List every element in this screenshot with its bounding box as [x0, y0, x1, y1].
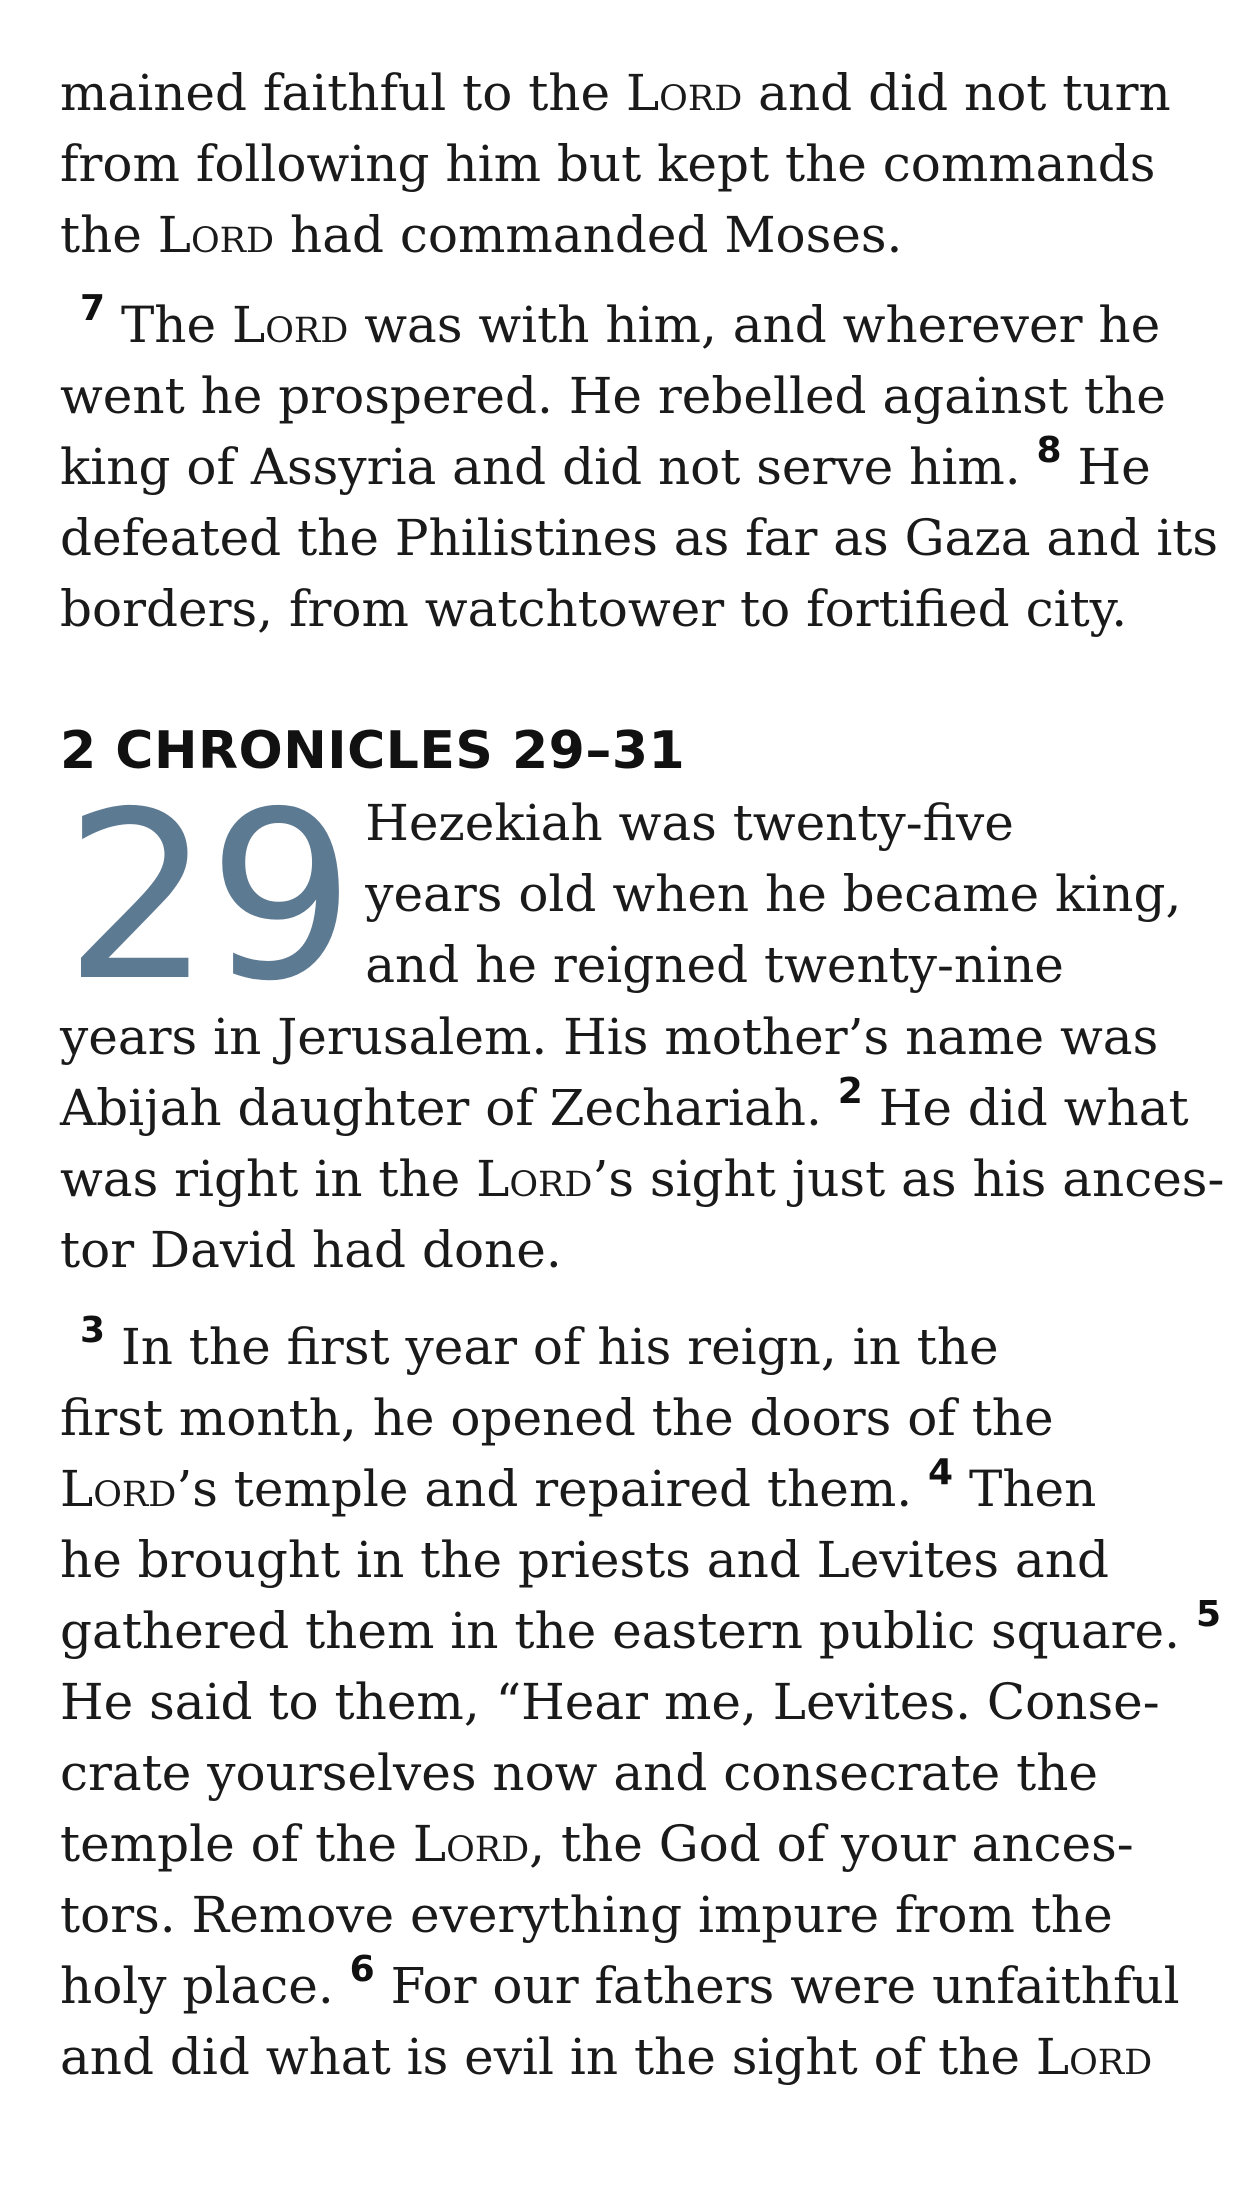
divine-name: Lord [412, 1815, 530, 1873]
text-line: mained faithful to the Lord and did not turn [60, 64, 1171, 122]
verse-number[interactable]: 4 [928, 1452, 954, 1493]
divine-name: Lord [476, 1150, 593, 1208]
paragraph-verse-7 [60, 288, 1219, 645]
divine-name: Lord [625, 64, 743, 122]
text-line: borders, from watchtower to fortified city. [60, 580, 1128, 638]
text-line: He said to them, “Hear me, Levites. Conse- [60, 1673, 1160, 1731]
text-line: years old when he became king, [365, 865, 1182, 923]
text-line: first month, he opened the doors of the [60, 1389, 1054, 1447]
text-line: tor David had done. [60, 1221, 562, 1279]
text-line: went he prospered. He rebelled against the [60, 367, 1166, 425]
text-line: defeated the Philistines as far as Gaza and its [60, 509, 1219, 567]
text-line: and did what is evil in the sight of the Lord [60, 2028, 1153, 2086]
paragraph-verse-6-continued [60, 58, 1190, 271]
divine-name: Lord [60, 1460, 177, 1518]
text-line: he brought in the priests and Levites and [60, 1531, 1109, 1589]
text-line: and he reigned twenty-nine [365, 936, 1064, 994]
verse-number[interactable]: 3 [80, 1310, 106, 1351]
paragraph-verse-3 [60, 1310, 1221, 2093]
chapter-number-dropcap: 29 [64, 762, 352, 1032]
verse-number[interactable]: 5 [1195, 1594, 1221, 1635]
text-line: $^7$ The Lord was with him, and wherever he [80, 288, 1161, 354]
divine-name: Lord [1035, 2028, 1153, 2086]
text-line: king of Assyria and did not serve him. $^8$ He [60, 430, 1151, 496]
text-line: temple of the Lord, the God of your ances- [60, 1815, 1134, 1873]
text-line: years in Jerusalem. His mother’s name was [60, 1008, 1159, 1066]
divine-name: Lord [232, 296, 349, 354]
text-line: Abijah daughter of Zechariah. $^2$ He did what [60, 1071, 1189, 1137]
text-line: tors. Remove everything impure from the [60, 1886, 1113, 1944]
text-line: was right in the Lord’s sight just as his ances- [60, 1150, 1225, 1208]
text-line: holy place. $^6$ For our fathers were unfaithful [60, 1949, 1180, 2015]
text-line: crate yourselves now and consecrate the [60, 1744, 1099, 1802]
text-line: the Lord had commanded Moses. [60, 206, 903, 264]
divine-name: Lord [157, 206, 275, 264]
chapter-29-opening [60, 762, 1225, 1286]
text-line: $^3$ In the first year of his reign, in the [80, 1310, 999, 1376]
verse-number[interactable]: 7 [80, 288, 106, 329]
text-line: gathered them in the eastern public square. $^5$ [60, 1594, 1221, 1660]
verse-number[interactable]: 8 [1036, 430, 1062, 471]
text-line: from following him but kept the commands [60, 135, 1156, 193]
text-line: Lord’s temple and repaired them. $^4$ Then [60, 1452, 1097, 1518]
verse-number[interactable]: 6 [349, 1949, 375, 1990]
verse-number[interactable]: 2 [837, 1071, 863, 1112]
text-line: Hezekiah was twenty-five [365, 794, 1014, 852]
reading-section-heading: 2 CHRONICLES 29–31 [60, 721, 686, 781]
